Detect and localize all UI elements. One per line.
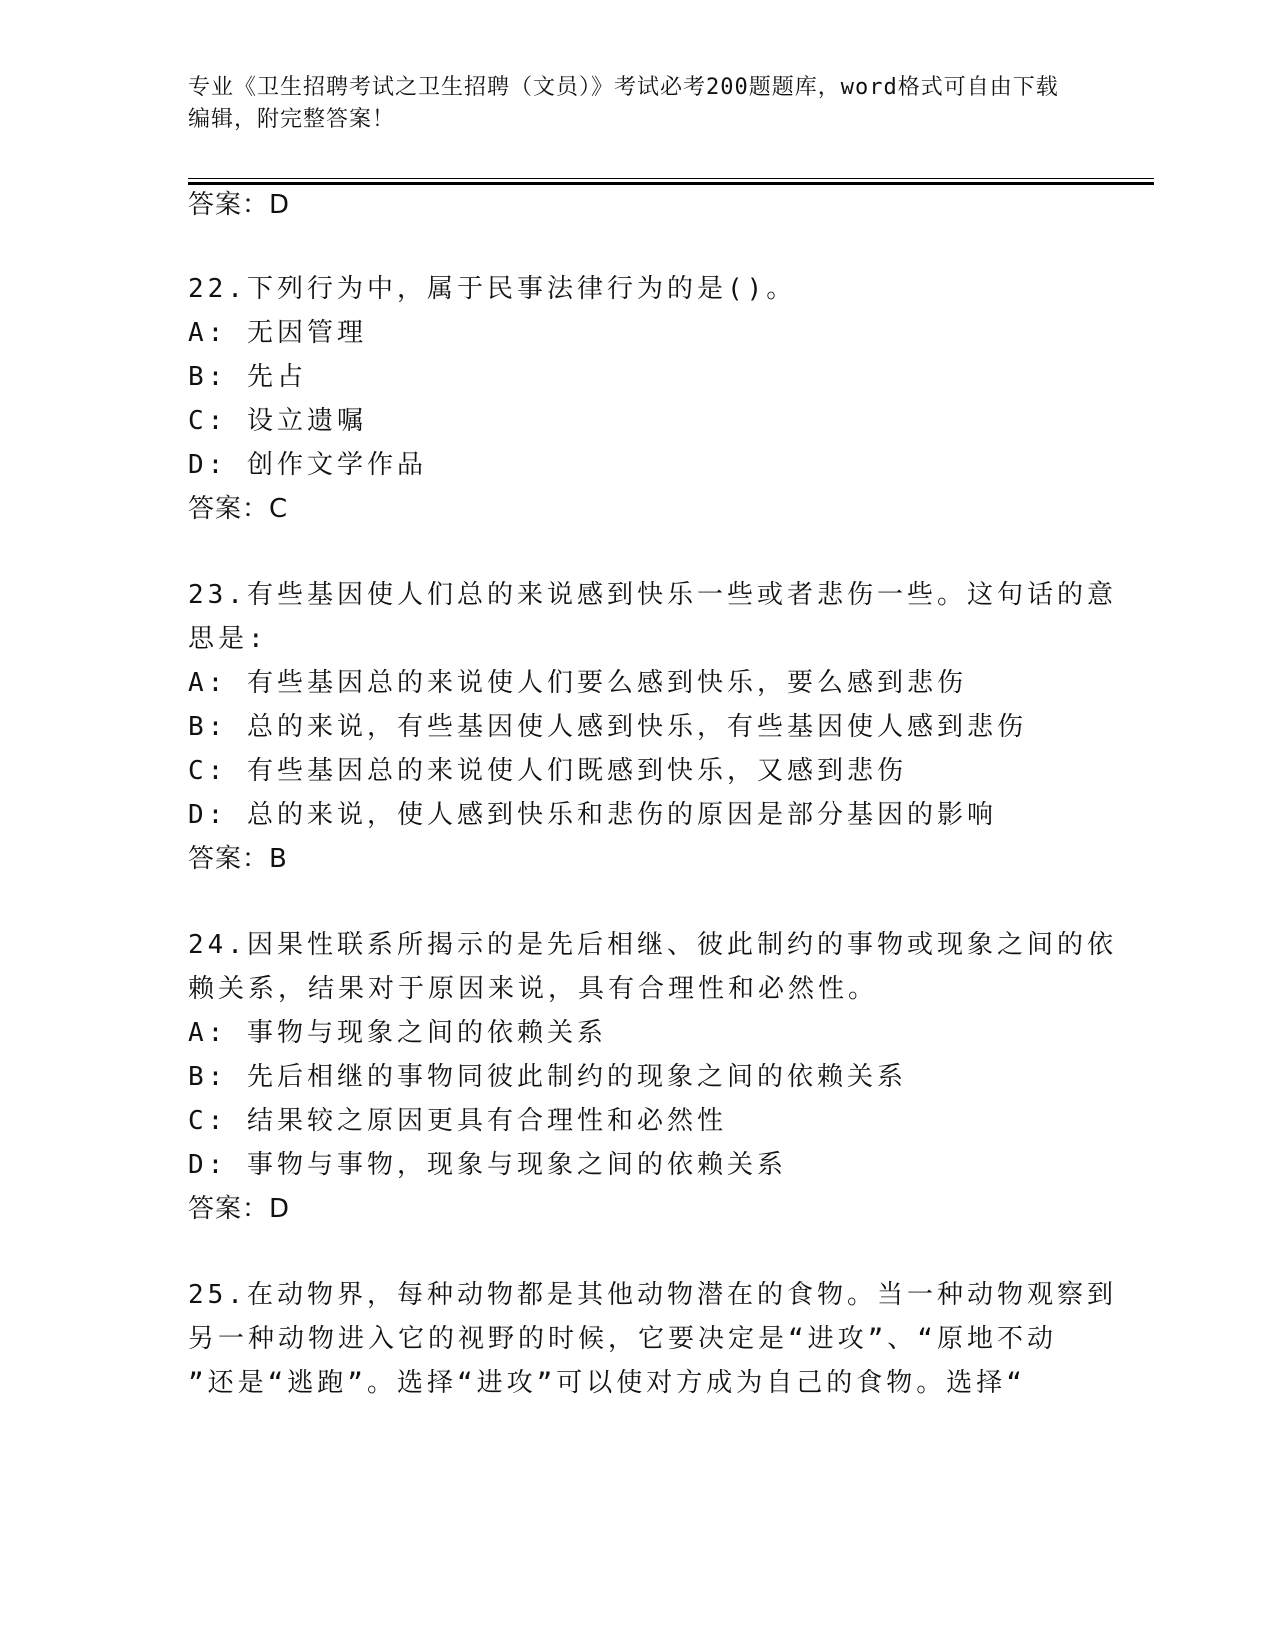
question-22-option-c: C: 设立遗嘱 (188, 406, 367, 436)
answer-22: 答案：C (188, 494, 289, 524)
question-23-stem-line-2: 思是: (188, 624, 268, 654)
question-23-stem-line-1: 23.有些基因使人们总的来说感到快乐一些或者悲伤一些。这句话的意 (188, 580, 1117, 610)
question-24-option-b: B: 先后相继的事物同彼此制约的现象之间的依赖关系 (188, 1062, 907, 1092)
question-22-option-b: B: 先占 (188, 362, 307, 392)
question-24-option-d: D: 事物与事物，现象与现象之间的依赖关系 (188, 1150, 787, 1180)
question-24-option-a: A: 事物与现象之间的依赖关系 (188, 1018, 607, 1048)
question-23-option-a: A: 有些基因总的来说使人们要么感到快乐，要么感到悲伤 (188, 668, 967, 698)
answer-24: 答案：D (188, 1194, 291, 1224)
question-23-option-b: B: 总的来说，有些基因使人感到快乐，有些基因使人感到悲伤 (188, 712, 1027, 742)
question-24-stem-line-1: 24.因果性联系所揭示的是先后相继、彼此制约的事物或现象之间的依 (188, 930, 1117, 960)
header-rule-thin (188, 178, 1154, 179)
answer-23: 答案：B (188, 844, 288, 874)
question-22-option-a: A: 无因管理 (188, 318, 367, 348)
question-22-stem: 22.下列行为中，属于民事法律行为的是()。 (188, 274, 797, 304)
question-24-option-c: C: 结果较之原因更具有合理性和必然性 (188, 1106, 727, 1136)
question-23-option-c: C: 有些基因总的来说使人们既感到快乐，又感到悲伤 (188, 756, 907, 786)
question-25-stem-line-1: 25.在动物界，每种动物都是其他动物潜在的食物。当一种动物观察到 (188, 1280, 1117, 1310)
question-25-stem-line-3: ”还是“逃跑”。选择“进攻”可以使对方成为自己的食物。选择“ (188, 1368, 1026, 1398)
answer-21: 答案：D (188, 190, 291, 220)
question-23-option-d: D: 总的来说，使人感到快乐和悲伤的原因是部分基因的影响 (188, 800, 997, 830)
question-24-stem-line-2: 赖关系，结果对于原因来说，具有合理性和必然性。 (188, 974, 879, 1004)
document-header: 专业《卫生招聘考试之卫生招聘（文员）》考试必考200题题库，word格式可自由下载编辑，附完整答案！ (188, 75, 1059, 132)
header-rule-thick (188, 182, 1154, 185)
question-22-option-d: D: 创作文学作品 (188, 450, 427, 480)
question-25-stem-line-2: 另一种动物进入它的视野的时候，它要决定是“进攻”、“原地不动 (188, 1324, 1057, 1354)
